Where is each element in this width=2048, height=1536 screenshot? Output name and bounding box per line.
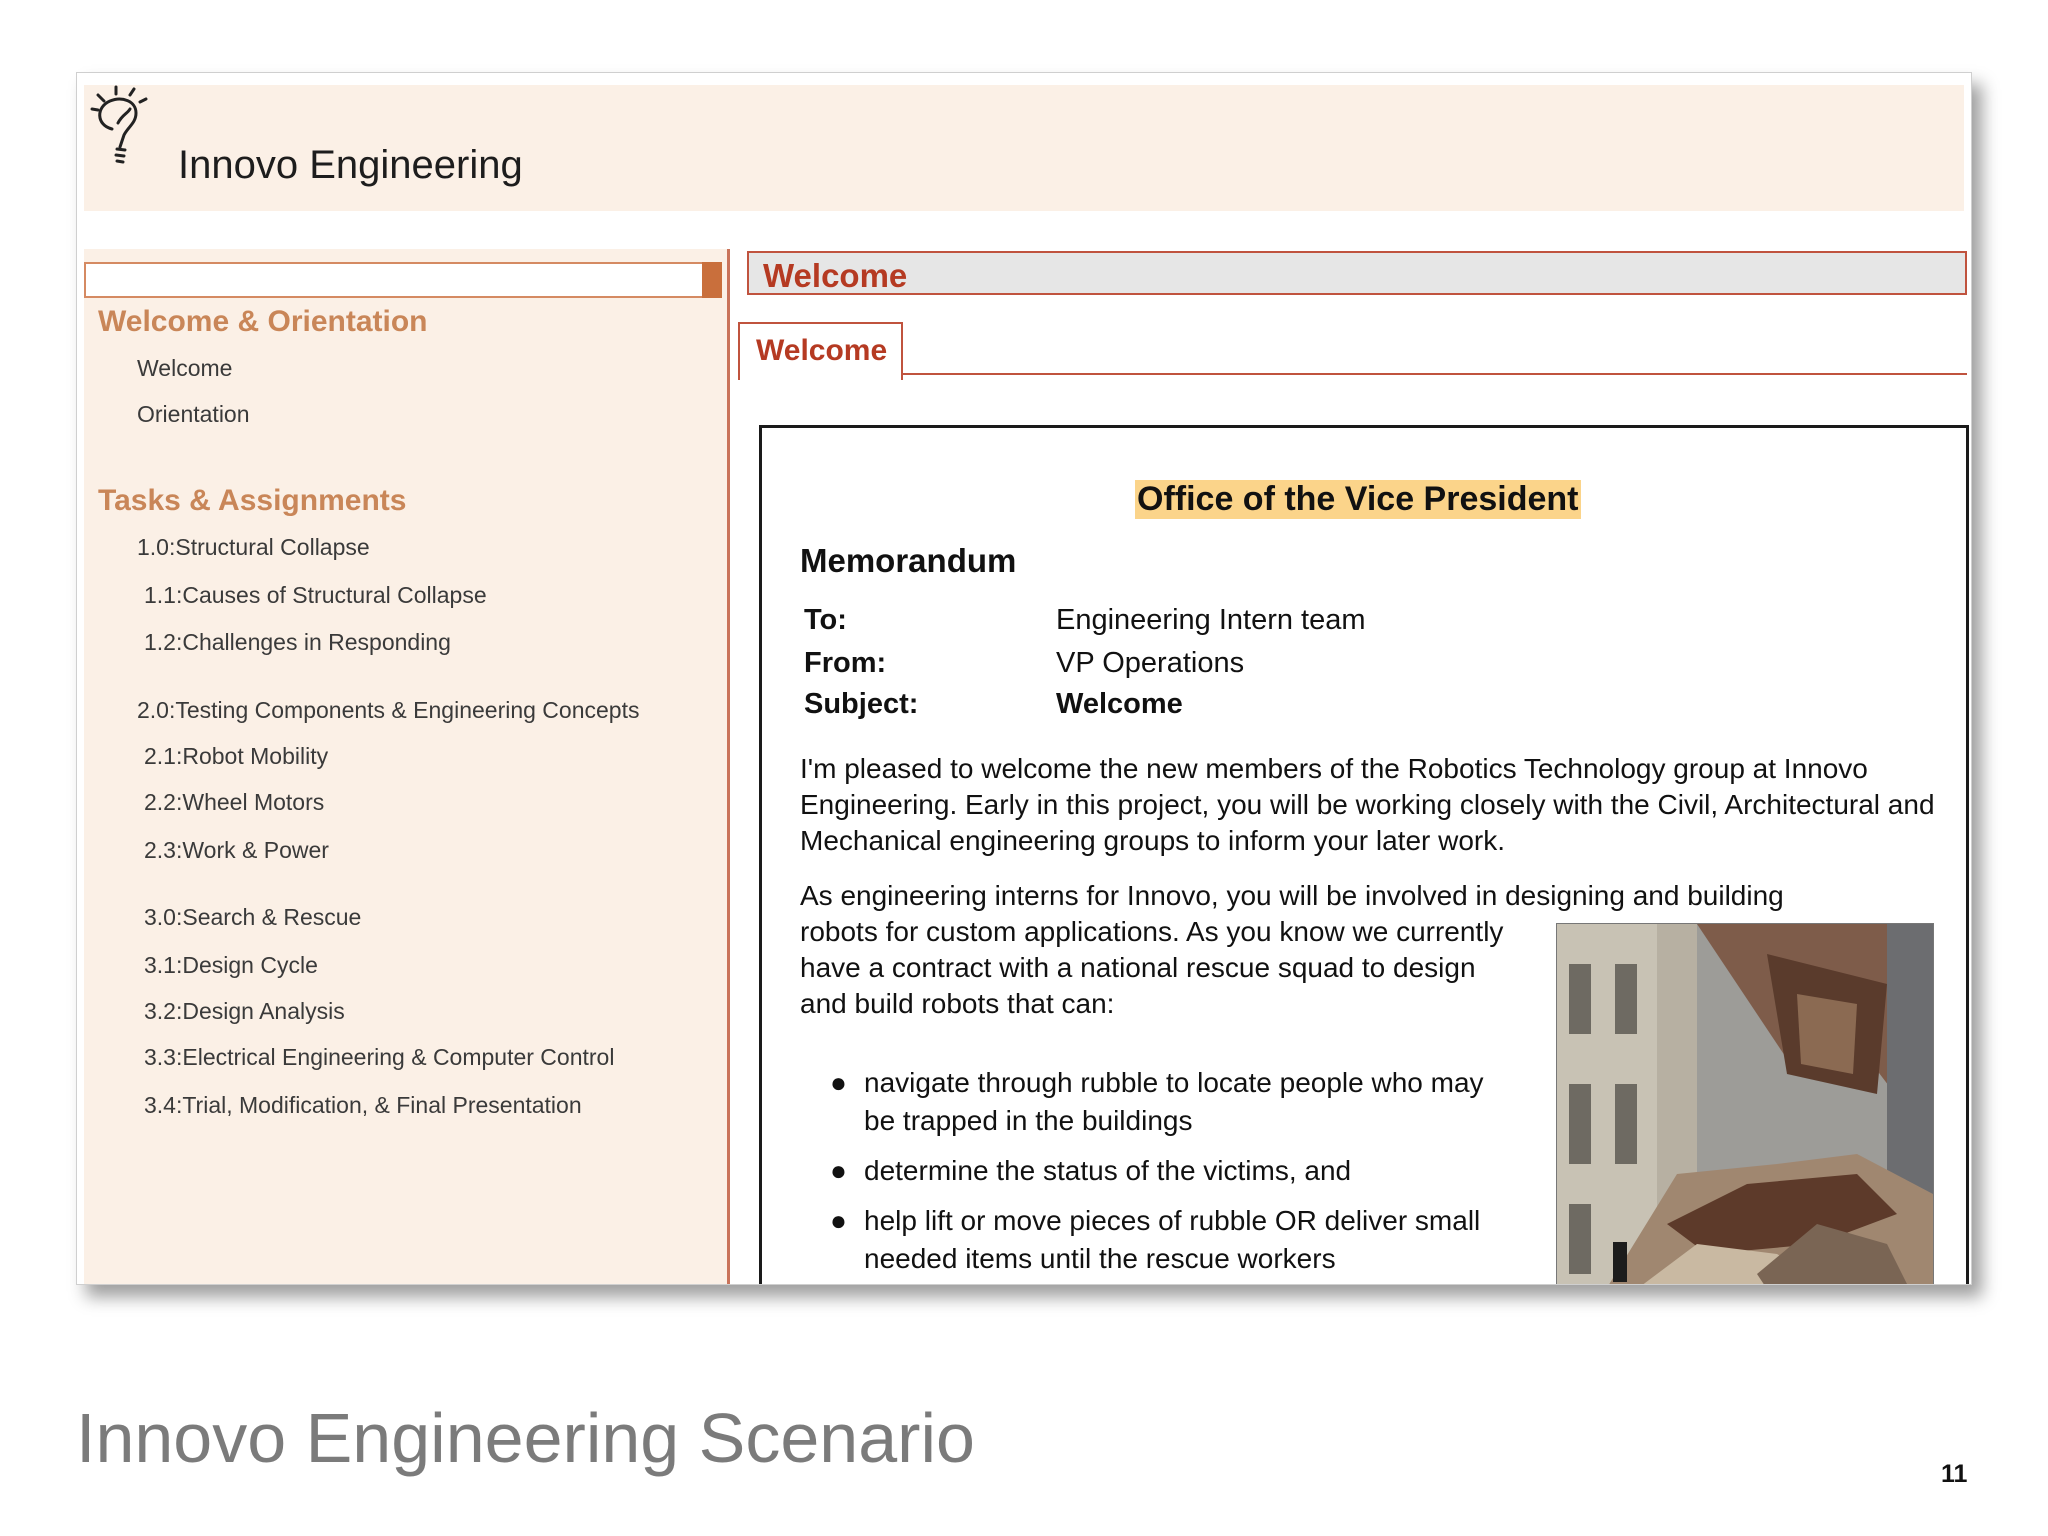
memo-paragraph-2-intro: As engineering interns for Innovo, you will be involved in designing and building [800, 880, 1784, 911]
sidebar-item-3-0[interactable]: 3.0:Search & Rescue [144, 904, 362, 930]
sidebar-item-1-0[interactable]: 1.0:Structural Collapse [137, 534, 370, 560]
field-label-to: To: [804, 604, 847, 636]
list-item: ● help lift or move pieces of rubble OR deliver small needed items until the rescue workers [822, 1202, 1522, 1278]
sidebar-scroll-handle[interactable] [702, 262, 722, 298]
main-content [747, 249, 1967, 1284]
robot-capabilities-list [822, 1064, 1522, 1285]
sidebar-item-2-1[interactable]: 2.1:Robot Mobility [144, 743, 329, 769]
sidebar-item-welcome[interactable]: Welcome [137, 355, 233, 381]
sidebar-item-1-1[interactable]: 1.1:Causes of Structural Collapse [144, 582, 487, 608]
sidebar-search-field[interactable] [84, 262, 708, 298]
sidebar-item-3-4[interactable]: 3.4:Trial, Modification, & Final Presentation [144, 1092, 582, 1118]
office-heading: Office of the Vice President [1137, 480, 1579, 518]
screenshot-frame [76, 72, 1972, 1285]
sidebar-item-1-2[interactable]: 1.2:Challenges in Responding [144, 629, 451, 655]
sidebar-item-2-0[interactable]: 2.0:Testing Components & Engineering Concepts [137, 697, 640, 723]
slide-page-number: 11 [1941, 1460, 1968, 1488]
lightbulb-logo-icon [88, 85, 172, 185]
sidebar-item-3-2[interactable]: 3.2:Design Analysis [144, 998, 345, 1024]
sidebar-item-3-1[interactable]: 3.1:Design Cycle [144, 952, 318, 978]
site-title: Innovo Engineering [178, 143, 523, 187]
list-item: ● determine the status of the victims, and [822, 1152, 1522, 1190]
list-item: ● navigate through rubble to locate people who may be trapped in the buildings [822, 1064, 1522, 1140]
bullet-icon: ● [830, 1205, 847, 1236]
memo-heading: Memorandum [800, 542, 1017, 579]
sidebar-navigation [84, 249, 730, 1284]
sidebar-item-2-2[interactable]: 2.2:Wheel Motors [144, 789, 325, 815]
bullet-icon: ● [830, 1067, 847, 1098]
memo-paragraph-2: robots for custom applications. As you know we currently have a contract with a national rescue squad to design and build robots that can: [800, 916, 1504, 1019]
field-label-subject: Subject: [804, 688, 919, 720]
field-value-subject: Welcome [1056, 688, 1183, 720]
section-heading-welcome-orientation[interactable]: Welcome & Orientation [98, 305, 428, 338]
tab-welcome[interactable] [738, 322, 903, 380]
page-title-bar [747, 251, 1967, 295]
field-value-from: VP Operations [1056, 647, 1245, 679]
site-header [84, 85, 1964, 211]
page-title: Welcome [763, 257, 908, 294]
sidebar-item-orientation[interactable]: Orientation [137, 401, 250, 427]
bullet-icon: ● [830, 1155, 847, 1186]
sidebar-item-3-3[interactable]: 3.3:Electrical Engineering & Computer Control [144, 1044, 615, 1070]
slide-title: Innovo Engineering Scenario [76, 1399, 975, 1477]
tab-welcome-label: Welcome [756, 334, 888, 367]
sidebar-item-2-3[interactable]: 2.3:Work & Power [144, 837, 329, 863]
field-label-from: From: [804, 647, 887, 679]
memo-paragraph-1: I'm pleased to welcome the new members of the Robotics Technology group at Innovo Engineering. Early in this project, you will be working closely with the Civil, Architectural and Mechanical engineering groups to inform your later work. [800, 753, 1935, 856]
section-heading-tasks-assignments[interactable]: Tasks & Assignments [98, 484, 407, 517]
collapsed-building-photo [1556, 923, 1934, 1285]
memo-panel [759, 425, 1969, 1285]
tab-strip-divider [747, 373, 1967, 375]
field-value-to: Engineering Intern team [1056, 604, 1366, 636]
